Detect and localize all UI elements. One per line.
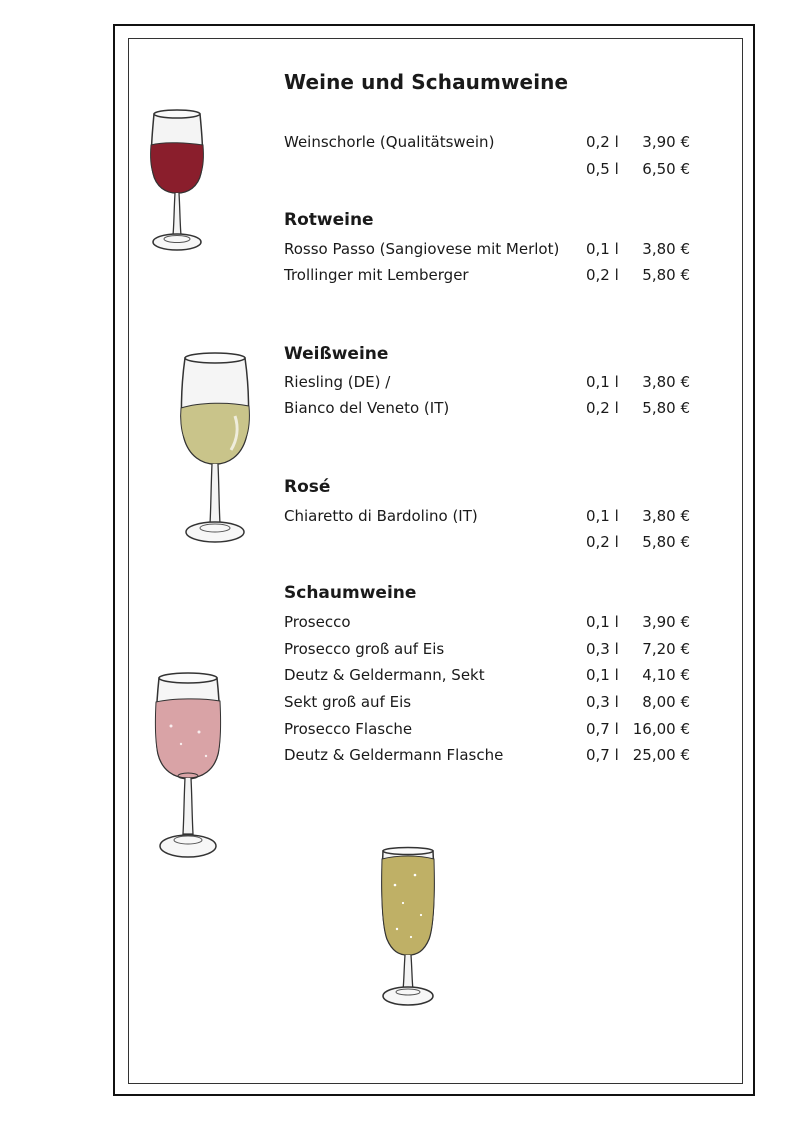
item-name: Chiaretto di Bardolino (IT) (284, 507, 478, 525)
item-volume: 0,2 l (586, 266, 619, 284)
item-volume: 0,2 l (586, 399, 619, 417)
item-volume: 0,7 l (586, 720, 619, 738)
item-price: 16,00 € (632, 720, 690, 738)
item-price: 5,80 € (642, 533, 690, 551)
item-volume: 0,5 l (586, 160, 619, 178)
menu-item-row (284, 720, 690, 742)
red-wine-glass-illustration (145, 105, 210, 257)
item-volume: 0,3 l (586, 640, 619, 658)
item-volume: 0,7 l (586, 746, 619, 764)
item-name: Riesling (DE) / (284, 373, 391, 391)
menu-item-row (284, 693, 690, 715)
item-volume: 0,1 l (586, 240, 619, 258)
section-heading-schaumweine: Schaumweine (284, 583, 417, 603)
menu-item-row (284, 746, 690, 768)
item-price: 3,80 € (642, 240, 690, 258)
item-name: Deutz & Geldermann, Sekt (284, 666, 485, 684)
rose-wine-glass-illustration (151, 666, 225, 866)
menu-item-row (284, 507, 690, 529)
item-price: 8,00 € (642, 693, 690, 711)
menu-item-row (284, 533, 690, 555)
menu-item-row (284, 666, 690, 688)
item-price: 3,80 € (642, 507, 690, 525)
item-volume: 0,1 l (586, 613, 619, 631)
menu-item-row (284, 640, 690, 662)
white-wine-glass-illustration (175, 346, 255, 551)
item-price: 3,90 € (642, 133, 690, 151)
item-name: Deutz & Geldermann Flasche (284, 746, 504, 764)
section-heading-weissweine: Weißweine (284, 344, 389, 364)
item-price: 5,80 € (642, 266, 690, 284)
menu-item-row (284, 240, 690, 262)
item-name: Rosso Passo (Sangiovese mit Merlot) (284, 240, 560, 258)
item-name: Prosecco Flasche (284, 720, 413, 738)
sparkling-wine-flute-illustration (377, 845, 439, 1010)
section-heading-rotweine: Rotweine (284, 210, 374, 230)
item-name: Bianco del Veneto (IT) (284, 399, 450, 417)
item-price: 3,90 € (642, 613, 690, 631)
item-volume: 0,1 l (586, 666, 619, 684)
item-name: Prosecco groß auf Eis (284, 640, 445, 658)
item-name: Prosecco (284, 613, 351, 631)
menu-item-row (284, 266, 690, 288)
item-name: Sekt groß auf Eis (284, 693, 412, 711)
item-name: Trollinger mit Lemberger (284, 266, 469, 284)
item-price: 5,80 € (642, 399, 690, 417)
item-volume: 0,1 l (586, 507, 619, 525)
menu-item-row (284, 373, 690, 395)
item-price: 4,10 € (642, 666, 690, 684)
item-volume: 0,3 l (586, 693, 619, 711)
item-price: 3,80 € (642, 373, 690, 391)
section-heading-rose: Rosé (284, 477, 331, 497)
item-price: 25,00 € (632, 746, 690, 764)
item-price: 7,20 € (642, 640, 690, 658)
item-volume: 0,1 l (586, 373, 619, 391)
menu-item-row (284, 399, 690, 421)
menu-item-row (284, 613, 690, 635)
menu-item-row (284, 133, 690, 155)
item-volume: 0,2 l (586, 533, 619, 551)
item-name: Weinschorle (Qualitätswein) (284, 133, 495, 151)
menu-item-row (284, 160, 690, 182)
item-volume: 0,2 l (586, 133, 619, 151)
item-price: 6,50 € (642, 160, 690, 178)
page-title: Weine und Schaumweine (284, 70, 569, 94)
